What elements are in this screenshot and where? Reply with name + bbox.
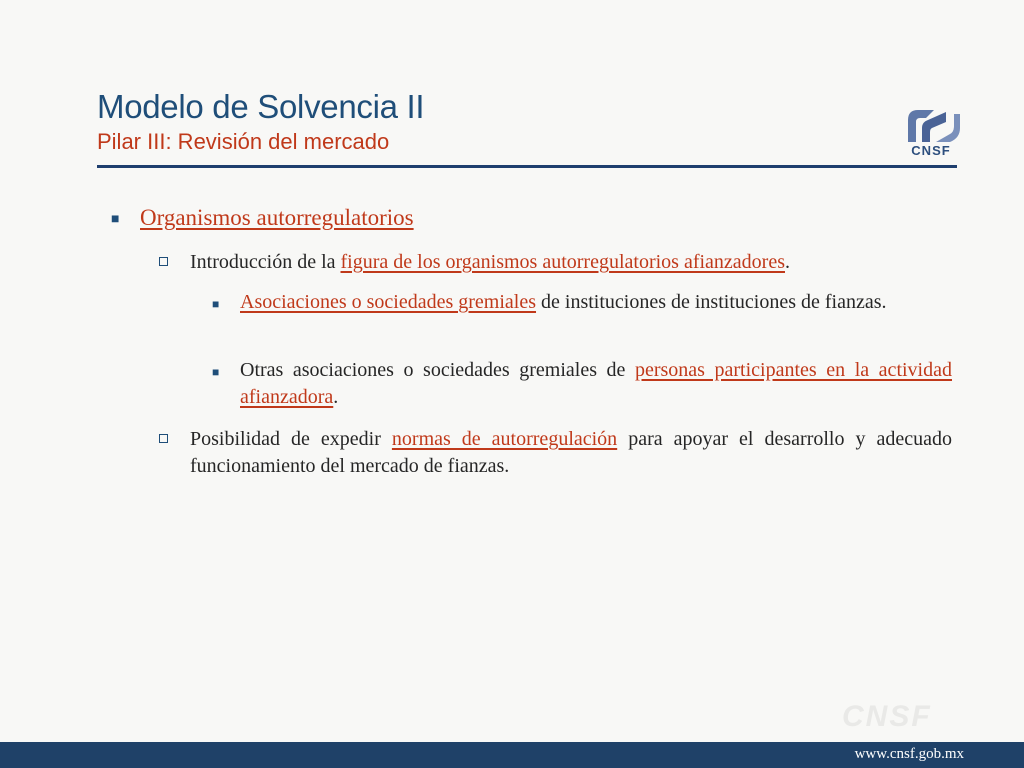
subitem-otras-asociaciones	[240, 357, 952, 411]
item-posibilidad	[190, 426, 952, 480]
bullet-square-icon: ■	[111, 212, 120, 227]
bullet-square-icon: ■	[212, 365, 220, 379]
heading-organismos	[140, 202, 414, 234]
item-text: Introducción de la	[190, 251, 341, 273]
bullet-hollow-square-icon	[159, 434, 168, 443]
link-personas-participantes[interactable]: personas participantes en la actividad afianzadora	[240, 359, 952, 408]
footer-bar	[0, 742, 1024, 768]
item-introduccion	[190, 249, 960, 276]
item-text: .	[785, 251, 790, 273]
subitem-asociaciones	[240, 289, 952, 316]
footer-url: www.cnsf.gob.mx	[854, 746, 964, 762]
slide-subtitle: Pilar III: Revisión del mercado	[97, 129, 390, 154]
slide-title: Modelo de Solvencia II	[97, 88, 425, 125]
bullet-hollow-square-icon	[159, 257, 168, 266]
item-text: de instituciones de instituciones de fianzas.	[536, 291, 887, 313]
link-asociaciones-gremiales[interactable]: Asociaciones o sociedades gremiales	[240, 291, 537, 313]
link-figura-organismos[interactable]: figura de los organismos autorregulatorios afianzadores	[340, 251, 785, 273]
header-divider	[97, 165, 957, 168]
item-text: .	[333, 386, 339, 408]
logo-label: CNSF	[911, 143, 951, 158]
bullet-square-icon: ■	[212, 297, 220, 311]
item-text: para apoyar el desarrollo y adecuado funcionamiento del mercado de fianzas.	[190, 428, 952, 477]
link-organismos-autorregulatorios[interactable]: Organismos autorregulatorios	[140, 205, 414, 230]
link-normas-autorregulacion[interactable]: normas de autorregulación	[391, 428, 618, 450]
cnsf-watermark: CNSF	[842, 700, 932, 733]
item-text: Posibilidad de expedir	[190, 428, 392, 450]
item-text: Otras asociaciones o sociedades gremiales de	[240, 359, 635, 381]
